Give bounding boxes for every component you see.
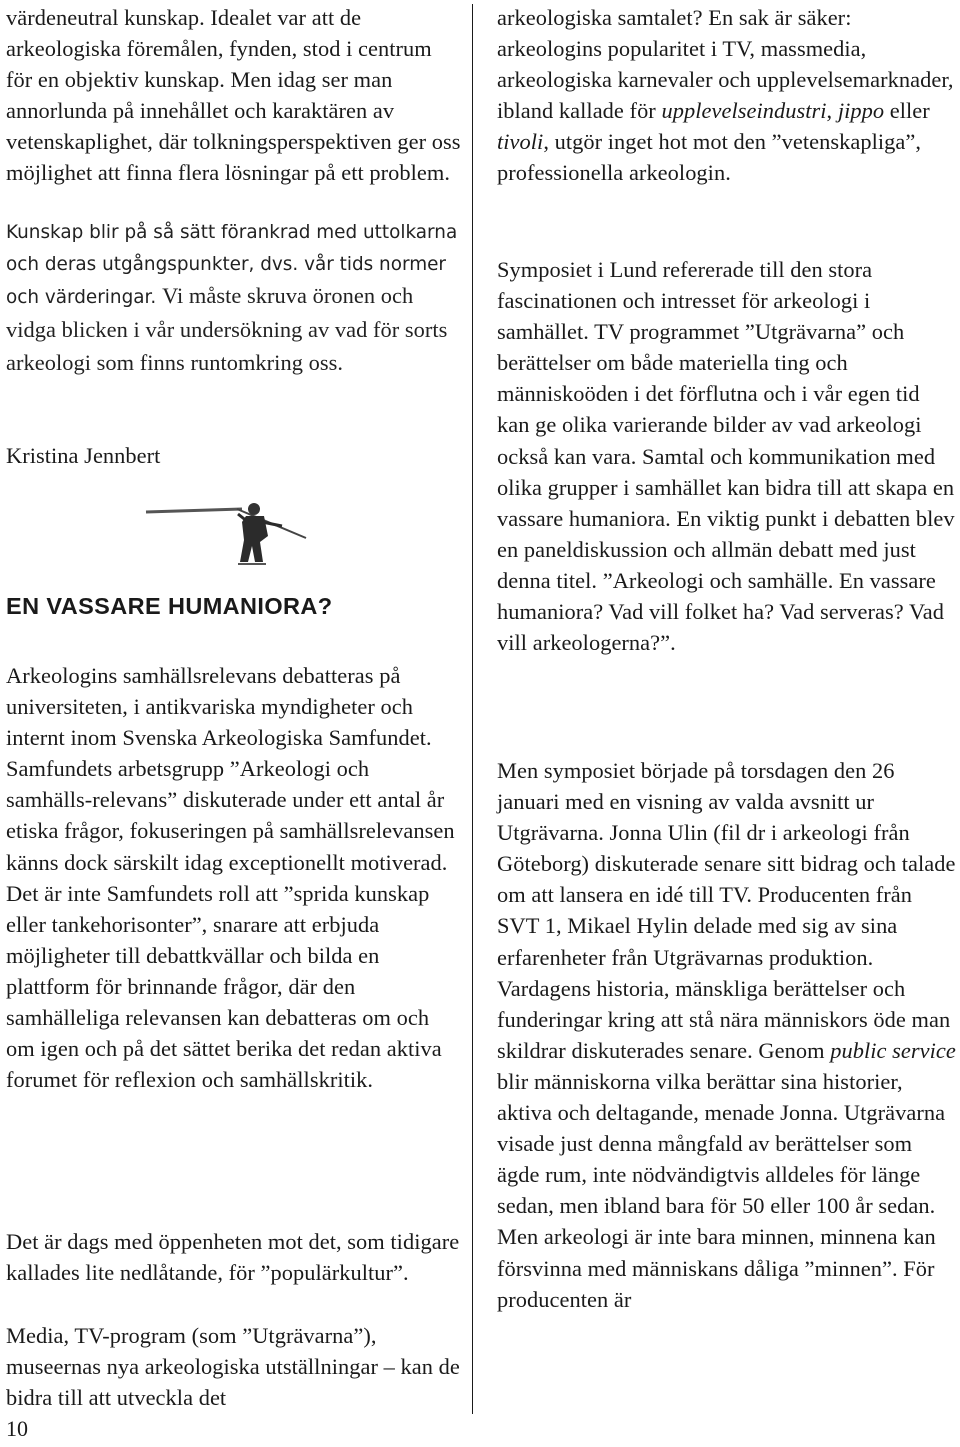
intro-sans-part: Kunskap blir på så sätt förankrad med uttolkarna och deras utgångspunkter, dvs. vår tids normer och värderingar. [6, 222, 458, 308]
text-span: , [826, 98, 838, 124]
text-span: Men symposiet började på torsdagen den 26 januari med en visning av valda avsnitt ur Utgrävarna. Jonna Ulin (fil dr i arkeologi från Göteborg) diskuterade senare sitt bidrag och talade om att lansera en idé till TV. Producenten från SVT 1, Mikael Hylin delade med sig av sina erfarenheter från Utgrävarnas produktion. Vardagens historia, mänskliga berättelser och funderingar kring att stå nära människors öde man skildrar diskuterades senare. Genom [497, 758, 956, 1063]
section-heading: EN VASSARE HUMANIORA? [6, 593, 333, 619]
paragraph-media: Media, TV-program (som ”Utgrävarna”), museernas nya arkeologiska utställningar – kan de bidra till att utveckla det [6, 1323, 460, 1411]
paragraph-popularitet [497, 2, 957, 189]
paragraph-samhallsrelevans: Arkeologins samhällsrelevans debatteras på universiteten, i antikvariska myndigheter och internt inom Svenska Arkeologiska Samfundet. Samfundets arbetsgrupp ”Arkeologi och samhälls-relevans” diskuterade under ett antal år etiska frågor, fokuseringen på samhällsrelevansen känns dock särskilt idag exceptionellt motiverad. Det är inte Samfundets roll att ”sprida kunskap eller tankehorisonter”, snarare att erbjuda möjligheter till debattkvällar och bilda en plattform för brinnande frågor, där den samhälleliga relevansen kan debatteras om och om igen och på det sättet berika det redan aktiva forumet för reflexion och samhällskritik. [6, 663, 455, 1093]
intro-sans-text [6, 217, 461, 381]
paragraph-oppenheten: Det är dags med öppenheten mot det, som tidigare kallades lite nedlåtande, för ”populärkultur”. [6, 1229, 460, 1286]
text-span: blir människorna vilka berättar sina historier, aktiva och deltagande, menade Jonna. Utgrävarna visade just denna mångfald av berättelser som ägde rum, inte nödvändigtvis alldeles för länge sedan, men ibland bara för 50 eller 100 år sedan. Men arkeologi är inte bara minnen, minnena kan försvinna med människans dåliga ”minnen”. För producenten är [497, 1068, 946, 1312]
emphasis-term: upplevelseindustri [661, 98, 827, 124]
signature: Kristina Jennbert [6, 443, 161, 468]
text-span: arkeologiska samtalet? En sak är säker: arkeologins popularitet i TV, massmedia, arkeologiska karnevaler och upplevelsemarknader, ibland kallade för [497, 5, 954, 124]
paragraph-symposiet: Symposiet i Lund refererade till den stora fascinationen och intresset för arkeologi i samhället. TV programmet ”Utgrävarna” och berättelser om både materiella ting och människoöden i det förflutna och i vår egen tid kan ge olika varierande bilder av vad arkeologi också kan vara. Samtal och kommunikation med olika grupper i samhället kan bidra till att skapa en vassare humaniora. En viktig punkt i debatten blev en paneldiskussion och allmän debatt med just denna titel. ”Arkeologi och samhälle. En vassare humaniora? Vad vill folket ha? Vad serveras? Vad vill arkeologerna?”. [497, 257, 955, 656]
emphasis-term: tivoli [497, 129, 544, 155]
archaeologist-figure-illustration [142, 492, 312, 570]
emphasis-term: public service [830, 1037, 956, 1063]
emphasis-term: jippo [837, 98, 885, 124]
text-span: eller [884, 98, 930, 124]
text-span: , utgör inget hot mot den ”vetenskapliga”, professionella arkeologin. [497, 129, 921, 186]
page-number: 10 [6, 1416, 28, 1441]
paragraph-torsdagen [497, 755, 957, 1315]
column-divider [472, 4, 473, 1414]
intro-serif-part-2: Vi måste skruva öronen och vidga blicken i vår undersökning av vad för sorts arkeologi som finns runtomkring oss. [6, 283, 448, 375]
intro-serif-text: värdeneutral kunskap. Idealet var att de arkeologiska föremålen, fynden, stod i centrum för en objektiv kunskap. Men idag ser man annorlunda på innehållet och karaktären av vetenskaplighet, där tolkningsperspektiven ger oss möjlighet att finna flera lösningar på ett problem. [6, 5, 461, 186]
